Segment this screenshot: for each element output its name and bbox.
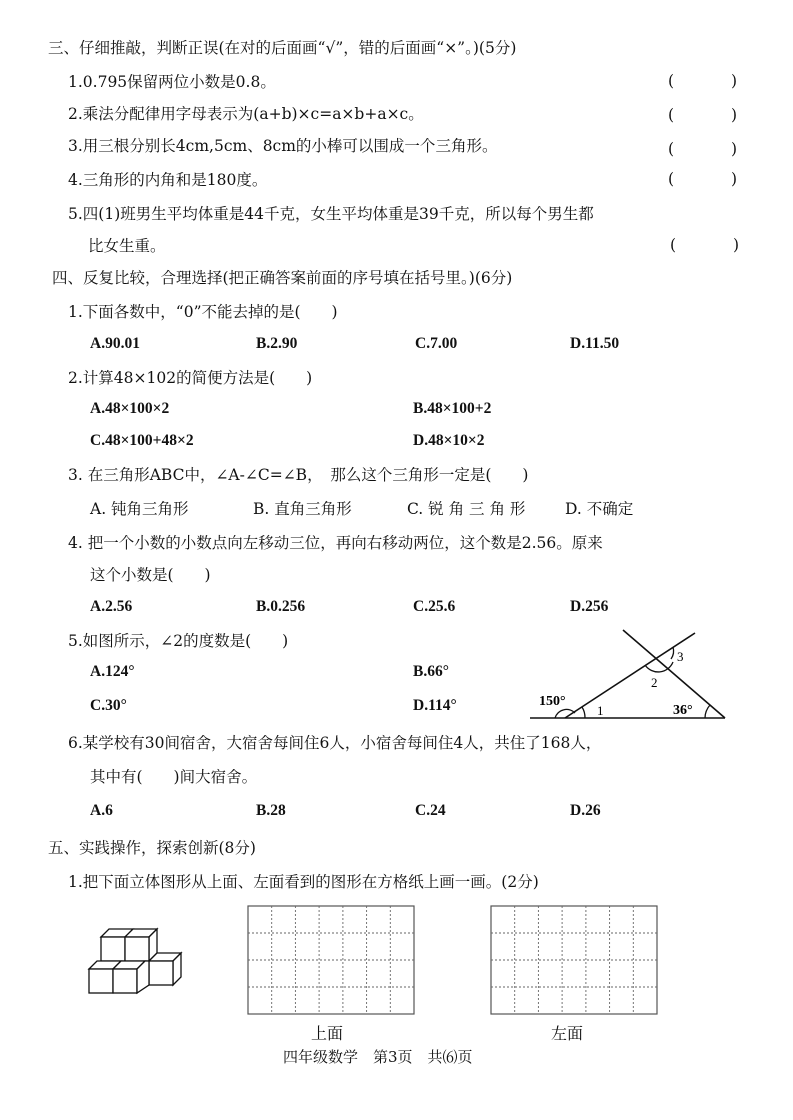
- q4-option-d[interactable]: D.256: [570, 598, 609, 615]
- q4-option-a[interactable]: A.2.56: [90, 598, 133, 615]
- q1-stem: 1.下面各数中，“0”不能去掉的是( ): [68, 303, 338, 321]
- s3-blank-5[interactable]: ( ): [670, 236, 766, 254]
- q6-stem-cont: 其中有( )间大宿舍。: [90, 768, 258, 786]
- q4-option-b[interactable]: B.0.256: [256, 598, 306, 615]
- q1-option-d[interactable]: D.11.50: [570, 335, 620, 352]
- grid-top-label: 上面: [311, 1024, 344, 1043]
- arc-36: [705, 705, 710, 718]
- s5-q1: 1.把下面立体图形从上面、左面看到的图形在方格纸上画一画。(2分): [68, 873, 539, 891]
- q2-stem: 2.计算48×102的简便方法是( ): [68, 369, 313, 387]
- grid-left-label: 左面: [551, 1024, 584, 1043]
- q6-option-b[interactable]: B.28: [256, 802, 286, 819]
- q6-option-d[interactable]: D.26: [570, 802, 601, 819]
- s3-item-4: 4.三角形的内角和是180度。: [68, 171, 268, 189]
- label-2: 2: [651, 675, 658, 690]
- label-150: 150°: [539, 694, 566, 709]
- q1-option-b[interactable]: B.2.90: [256, 335, 298, 352]
- s3-item-5-cont: 比女生重。: [88, 237, 166, 255]
- q6-option-a[interactable]: A.6: [90, 802, 113, 819]
- q5-option-d[interactable]: D.114°: [413, 697, 457, 714]
- q3-stem: 3. 在三角形ABC中，∠A-∠C=∠B， 那么这个三角形一定是( ): [68, 466, 529, 484]
- arc-1: [582, 707, 585, 718]
- label-1: 1: [597, 703, 604, 718]
- q6-option-c[interactable]: C.24: [415, 802, 446, 819]
- s3-blank-1[interactable]: ( ): [668, 72, 764, 90]
- grid-paper-top-view[interactable]: [247, 905, 415, 1015]
- q4-stem-cont: 这个小数是( ): [90, 566, 211, 584]
- q3-option-c[interactable]: C. 锐 角 三 角 形: [407, 500, 526, 518]
- q4-stem: 4. 把一个小数的小数点向左移动三位，再向右移动两位，这个数是2.56。原来: [68, 534, 603, 552]
- q3-option-d[interactable]: D. 不确定: [565, 500, 634, 518]
- q5-option-b[interactable]: B.66°: [413, 663, 449, 680]
- q2-option-d[interactable]: D.48×10×2: [413, 432, 485, 449]
- s3-item-2: 2.乘法分配律用字母表示为(a+b)×c=a×b+a×c。: [68, 105, 424, 123]
- cube-stack-figure: [85, 925, 185, 1005]
- q1-option-a[interactable]: A.90.01: [90, 335, 140, 352]
- q6-stem: 6.某学校有30间宿舍，大宿舍每间住6人，小宿舍每间住4人，共住了168人，: [68, 734, 602, 752]
- s3-item-1: 1.0.795保留两位小数是0.8。: [68, 73, 276, 91]
- grid-paper-left-view[interactable]: [490, 905, 658, 1015]
- s3-item-5: 5.四(1)班男生平均体重是44千克，女生平均体重是39千克，所以每个男生都: [68, 205, 594, 223]
- s3-blank-3[interactable]: ( ): [668, 140, 764, 158]
- q5-option-c[interactable]: C.30°: [90, 697, 127, 714]
- section5-title: 五、实践操作，探索创新(8分): [48, 839, 256, 857]
- q2-option-a[interactable]: A.48×100×2: [90, 400, 170, 417]
- q5-angle-figure: [525, 625, 730, 725]
- q5-option-a[interactable]: A.124°: [90, 663, 135, 680]
- section3-title: 三、仔细推敲，判断正误(在对的后面画“√”，错的后面画“×”。)(5分): [48, 39, 517, 57]
- s3-blank-2[interactable]: ( ): [668, 106, 764, 124]
- q2-option-c[interactable]: C.48×100+48×2: [90, 432, 194, 449]
- q5-stem: 5.如图所示，∠2的度数是( ): [68, 632, 289, 650]
- label-3: 3: [677, 649, 684, 664]
- q4-option-c[interactable]: C.25.6: [413, 598, 456, 615]
- s3-item-3: 3.用三根分别长4cm,5cm、8cm的小棒可以围成一个三角形。: [68, 137, 498, 155]
- s3-blank-4[interactable]: ( ): [668, 170, 764, 188]
- label-36: 36°: [673, 703, 693, 718]
- section4-title: 四、反复比较，合理选择(把正确答案前面的序号填在括号里。)(6分): [52, 269, 513, 287]
- page-footer: 四年级数学 第3页 共⑹页: [283, 1048, 473, 1066]
- q3-option-a[interactable]: A. 钝角三角形: [90, 500, 189, 518]
- q2-option-b[interactable]: B.48×100+2: [413, 400, 492, 417]
- q3-option-b[interactable]: B. 直角三角形: [253, 500, 352, 518]
- q1-option-c[interactable]: C.7.00: [415, 335, 458, 352]
